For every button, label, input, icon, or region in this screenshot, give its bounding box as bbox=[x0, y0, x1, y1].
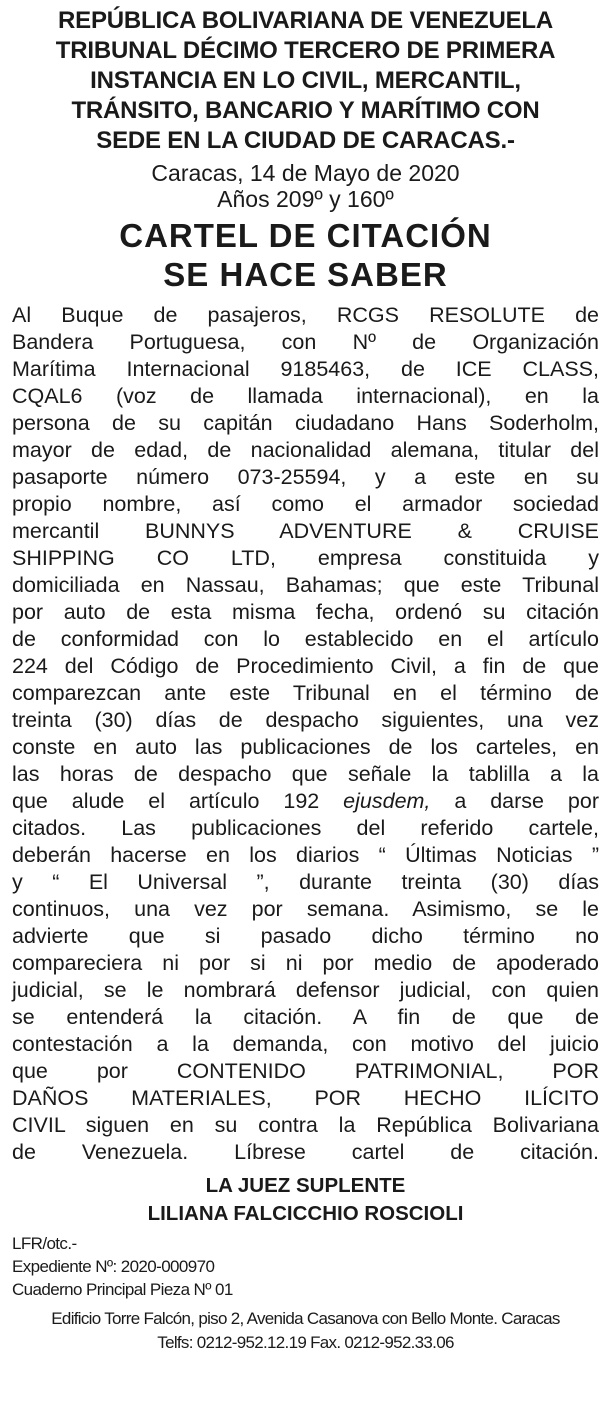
body-line: las horas de despacho que señale la tablilla a la bbox=[12, 762, 599, 786]
body-line: pasaporte número 073-25594, y a este en su bbox=[12, 465, 599, 489]
body-line: mayor de edad, de nacionalidad alemana, titular del bbox=[12, 438, 599, 462]
body-line: contestación a la demanda, con motivo del juicio bbox=[12, 1032, 599, 1056]
body-line: por auto de esta misma fecha, ordenó su citación bbox=[12, 600, 599, 624]
subtitle-line: SE HACE SABER bbox=[163, 256, 448, 293]
header-line: REPÚBLICA BOLIVARIANA DE VENEZUELA bbox=[58, 7, 553, 34]
court-header bbox=[12, 6, 599, 156]
ejusdem-italic: ejusdem, bbox=[343, 789, 431, 813]
body-line-ejusdem bbox=[12, 788, 599, 815]
body-line: y “ El Universal ”, durante treinta (30) días bbox=[12, 870, 599, 894]
body-line: CQAL6 (voz de llamada internacional), en la bbox=[12, 384, 599, 408]
court-phones: Telfs: 0212-952.12.19 Fax. 0212-952.33.06 bbox=[157, 1333, 454, 1352]
body-line: SHIPPING CO LTD, empresa constituida y bbox=[12, 546, 599, 570]
judge-role: LA JUEZ SUPLENTE bbox=[205, 1174, 406, 1197]
header-line: INSTANCIA EN LO CIVIL, MERCANTIL, bbox=[90, 67, 521, 94]
body-line: advierte que si pasado dicho término no bbox=[12, 924, 599, 948]
signature-block bbox=[12, 1172, 599, 1228]
body-line: domiciliada en Nassau, Bahamas; que este Tribunal bbox=[12, 573, 599, 597]
body-line: de Venezuela. Líbrese cartel de citación. bbox=[12, 1140, 599, 1164]
body-line: DAÑOS MATERIALES, POR HECHO ILÍCITO bbox=[12, 1086, 599, 1110]
judge-name: LILIANA FALCICCHIO ROSCIOLI bbox=[147, 1202, 464, 1225]
date-block bbox=[12, 160, 599, 212]
body-line: se entenderá la citación. A fin de que de bbox=[12, 1005, 599, 1029]
body-line: propio nombre, así como el armador sociedad bbox=[12, 492, 599, 516]
body-line: Bandera Portuguesa, con Nº de Organización bbox=[12, 330, 599, 354]
court-footer bbox=[12, 1307, 599, 1355]
date-line: Caracas, 14 de Mayo de 2020 bbox=[151, 160, 460, 186]
cuaderno-label: Cuaderno Principal Pieza Nº 01 bbox=[12, 1280, 233, 1299]
body-line: citados. Las publicaciones del referido cartele, bbox=[12, 816, 599, 840]
court-address: Edificio Torre Falcón, piso 2, Avenida Casanova con Bello Monte. Caracas bbox=[51, 1309, 560, 1328]
body-line: deberán hacerse en los diarios “ Últimas Noticias ” bbox=[12, 843, 599, 867]
body-line: CIVIL siguen en su contra la República Bolivariana bbox=[12, 1113, 599, 1137]
notice-body bbox=[12, 302, 599, 1166]
body-line: judicial, se le nombrará defensor judicial, con quien bbox=[12, 978, 599, 1002]
body-line: que por CONTENIDO PATRIMONIAL, POR bbox=[12, 1059, 599, 1083]
body-line: Marítima Internacional 9185463, de ICE CLASS, bbox=[12, 357, 599, 381]
body-line: treinta (30) días de despacho siguientes, una vez bbox=[12, 708, 599, 732]
header-line: TRIBUNAL DÉCIMO TERCERO DE PRIMERA bbox=[55, 37, 556, 64]
body-text-segment: a darse por bbox=[430, 789, 599, 813]
body-line: persona de su capitán ciudadano Hans Soderholm, bbox=[12, 411, 599, 435]
body-line: 224 del Código de Procedimiento Civil, a fin de que bbox=[12, 654, 599, 678]
body-line: de conformidad con lo establecido en el artículo bbox=[12, 627, 599, 651]
body-line: comparezcan ante este Tribunal en el término de bbox=[12, 681, 599, 705]
body-line: Al Buque de pasajeros, RCGS RESOLUTE de bbox=[12, 303, 599, 327]
header-line: SEDE EN LA CIUDAD DE CARACAS.- bbox=[96, 127, 515, 154]
body-text-segment: que alude el artículo 192 bbox=[12, 789, 344, 813]
case-meta bbox=[12, 1232, 599, 1301]
initials: LFR/otc.- bbox=[12, 1234, 77, 1253]
body-line: continuos, una vez por semana. Asimismo, se le bbox=[12, 897, 599, 921]
body-line: conste en auto las publicaciones de los carteles, en bbox=[12, 735, 599, 759]
body-line: mercantil BUNNYS ADVENTURE & CRUISE bbox=[12, 519, 599, 543]
notice-title bbox=[12, 216, 599, 294]
expediente-number: Expediente Nº: 2020-000970 bbox=[12, 1257, 215, 1276]
header-line: TRÁNSITO, BANCARIO Y MARÍTIMO CON bbox=[71, 97, 540, 124]
body-line: compareciera ni por si ni por medio de apoderado bbox=[12, 951, 599, 975]
years-line: Años 209º y 160º bbox=[217, 186, 394, 212]
title-line: CARTEL DE CITACIÓN bbox=[119, 217, 492, 254]
